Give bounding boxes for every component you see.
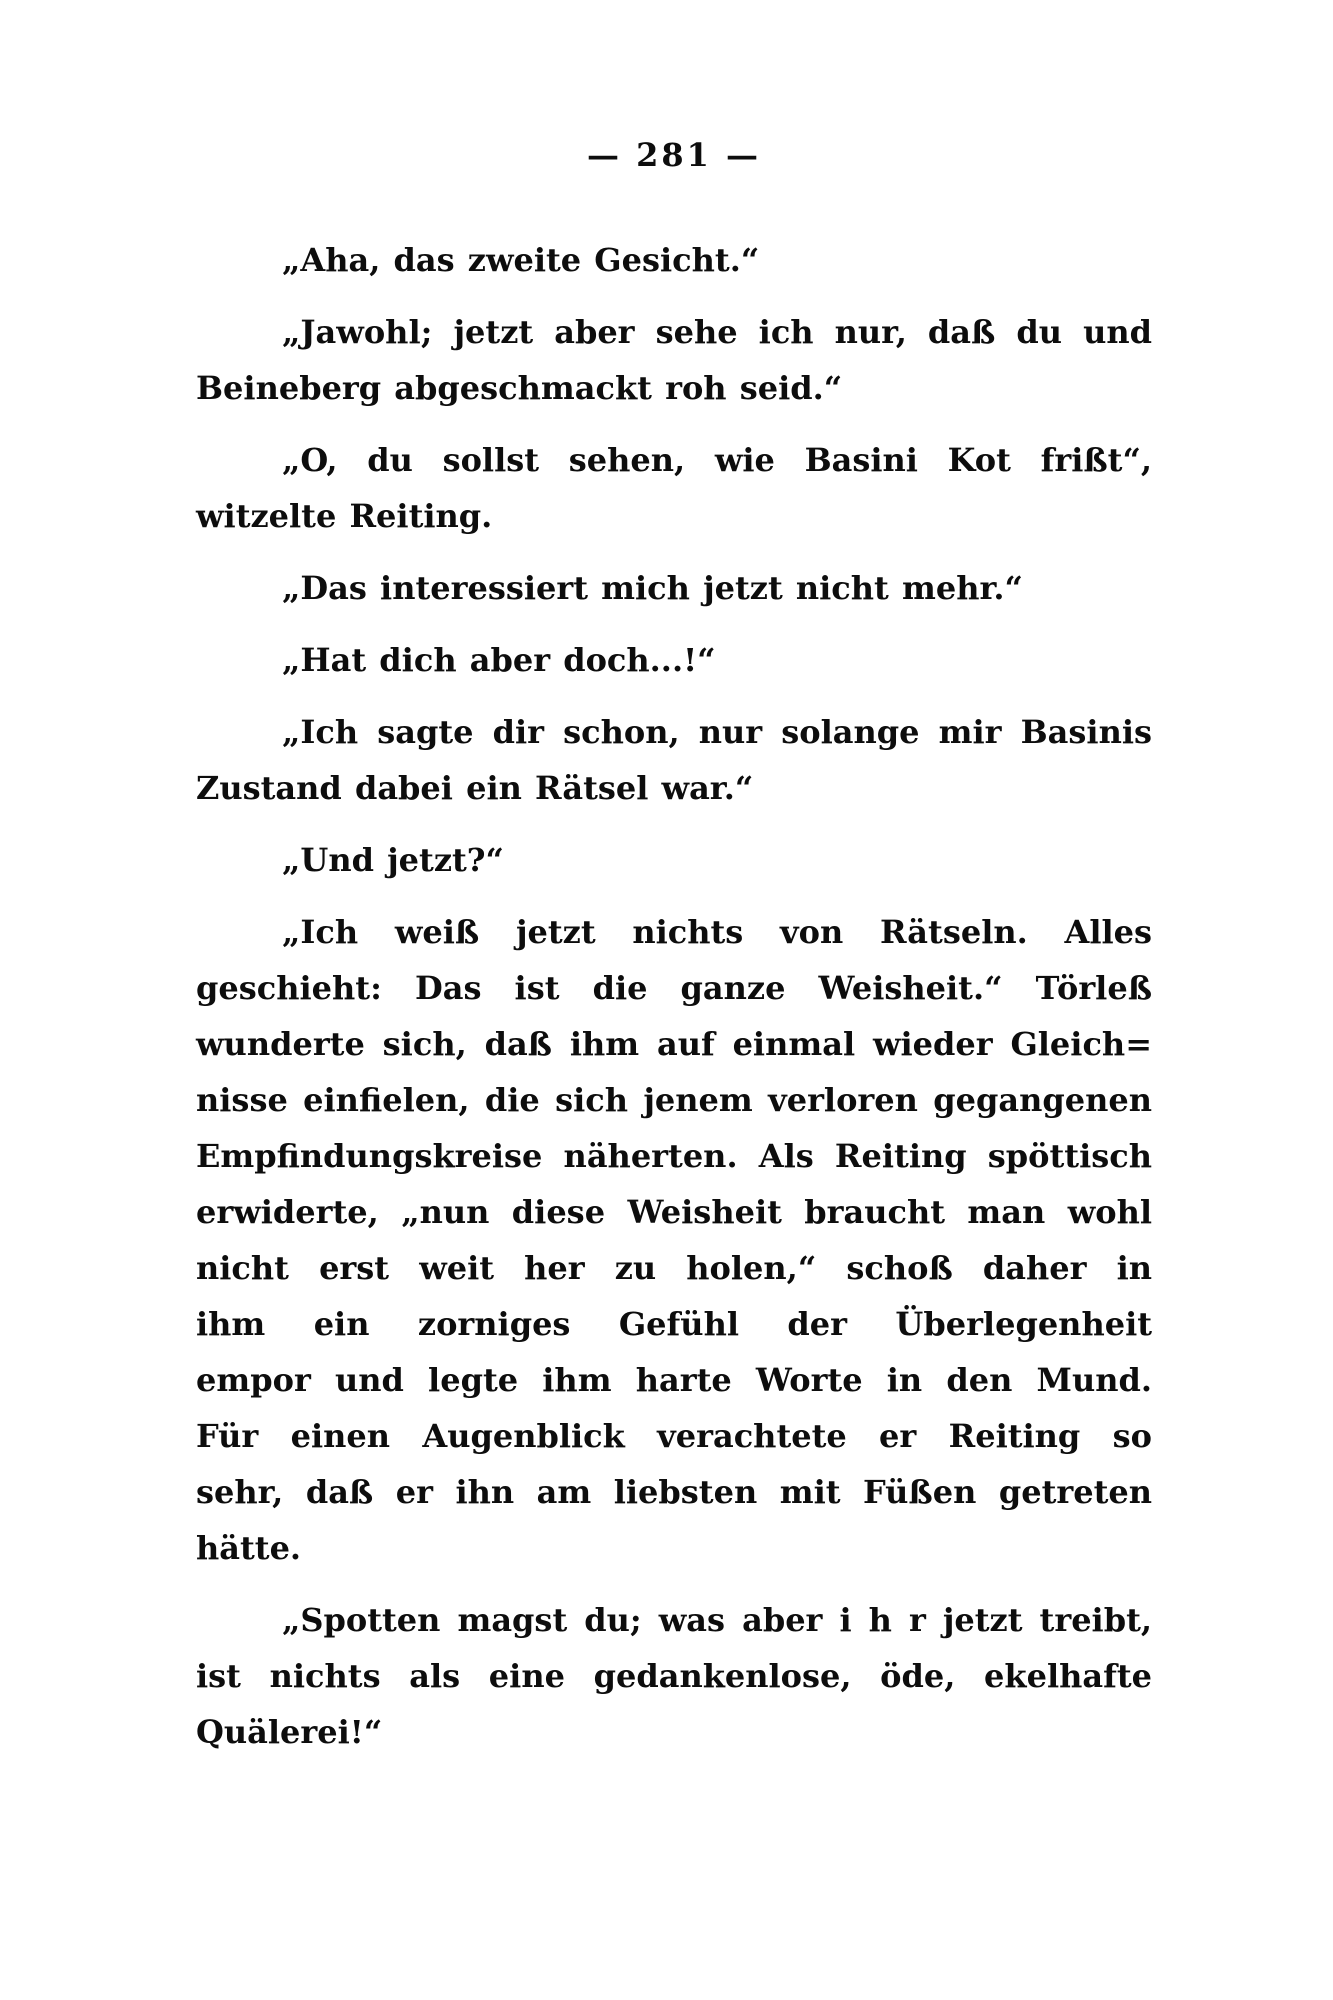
- text-line: „O, du sollst sehen, wie Basini Kot frißt“,: [282, 441, 1152, 479]
- paragraph: [196, 232, 1152, 288]
- paragraph: [196, 1592, 1152, 1760]
- text-line: witzelte Reiting.: [196, 497, 493, 535]
- text-line: „Spotten magst du; was aber i h r jetzt treibt,: [282, 1601, 1152, 1639]
- text-line: nisse einfielen, die sich jenem verloren gegangenen: [196, 1081, 1152, 1119]
- text-line: hätte.: [196, 1529, 302, 1567]
- text-line: ist nichts als eine gedankenlose, öde, ekelhafte: [196, 1657, 1152, 1695]
- paragraph: [196, 560, 1152, 616]
- text-block: [196, 232, 1152, 1776]
- text-line: sehr, daß er ihn am liebsten mit Füßen getreten: [196, 1473, 1152, 1511]
- text-line: Quälerei!“: [196, 1713, 383, 1751]
- text-line: Für einen Augenblick verachtete er Reiting so: [196, 1417, 1152, 1455]
- page-number: — 281 —: [586, 136, 762, 174]
- text-line: empor und legte ihm harte Worte in den Mund.: [196, 1361, 1152, 1399]
- text-line: wunderte sich, daß ihm auf einmal wieder Gleich=: [196, 1025, 1152, 1063]
- paragraph: [196, 704, 1152, 816]
- text-line: erwiderte, „nun diese Weisheit braucht man wohl: [196, 1193, 1152, 1231]
- text-line: Zustand dabei ein Rätsel war.“: [196, 769, 754, 807]
- paragraph: [196, 832, 1152, 888]
- paragraph: [196, 632, 1152, 688]
- text-line: „Und jetzt?“: [282, 841, 504, 879]
- paragraph: [196, 432, 1152, 544]
- text-line: „Aha, das zweite Gesicht.“: [282, 241, 760, 279]
- text-line: „Ich sagte dir schon, nur solange mir Basinis: [282, 713, 1152, 751]
- text-line: „Jawohl; jetzt aber sehe ich nur, daß du und: [282, 313, 1152, 351]
- text-line: „Ich weiß jetzt nichts von Rätseln. Alles: [282, 913, 1152, 951]
- text-line: „Hat dich aber doch...!“: [282, 641, 716, 679]
- text-line: geschieht: Das ist die ganze Weisheit.“ Törleß: [196, 969, 1152, 1007]
- paragraph: [196, 904, 1152, 1576]
- text-line: Beineberg abgeschmackt roh seid.“: [196, 369, 843, 407]
- text-line: ihm ein zorniges Gefühl der Überlegenheit: [196, 1305, 1152, 1343]
- text-line: nicht erst weit her zu holen,“ schoß daher in: [196, 1249, 1152, 1287]
- text-line: „Das interessiert mich jetzt nicht mehr.“: [282, 569, 1023, 607]
- paragraph: [196, 304, 1152, 416]
- text-line: Empfindungskreise näherten. Als Reiting spöttisch: [196, 1137, 1152, 1175]
